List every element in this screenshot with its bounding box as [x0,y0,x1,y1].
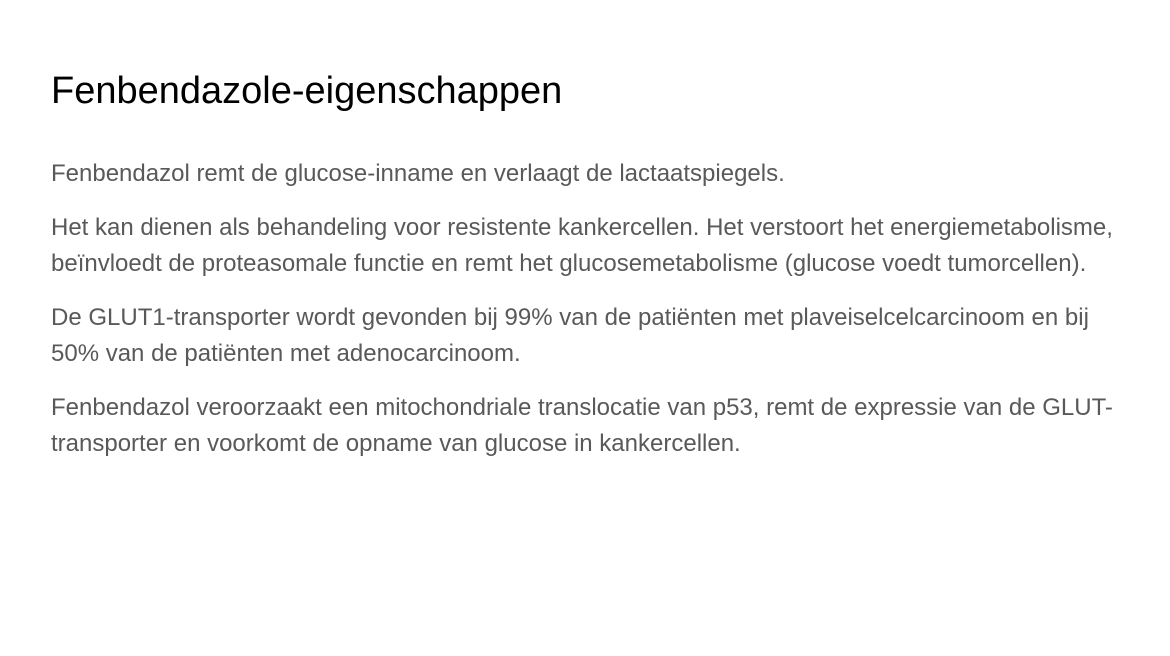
slide-title: Fenbendazole-eigenschappen [51,70,563,112]
slide-body [51,156,1131,480]
paragraph-resistant-cells: Het kan dienen als behandeling voor resistente kankercellen. Het verstoort het energiemetabolisme, beïnvloedt de proteasomale functie en remt het glucosemetabolisme (glucose voedt tumorcellen). [51,214,1113,277]
paragraph-glut1-transporter: De GLUT1-transporter wordt gevonden bij 99% van de patiënten met plaveiselcelcarcinoom en bij 50% van de patiënten met adenocarcinoom. [51,304,1089,367]
paragraph-p53-translocation: Fenbendazol veroorzaakt een mitochondriale translocatie van p53, remt de expressie van de GLUT-transporter en voorkomt de opname van glucose in kankercellen. [51,394,1113,457]
paragraph-glucose-uptake: Fenbendazol remt de glucose-inname en verlaagt de lactaatspiegels. [51,160,785,187]
